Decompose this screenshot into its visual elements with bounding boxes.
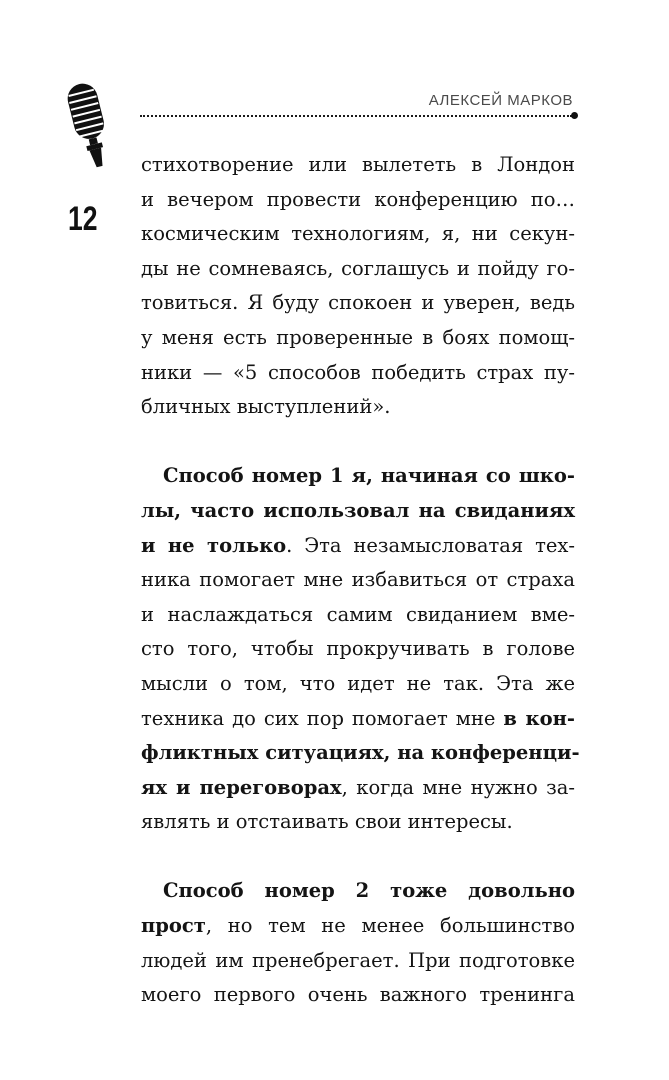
page-number: 12 — [68, 200, 98, 238]
text-line: и не только. Эта незамысловатая тех- — [141, 533, 575, 557]
text-line: лы, часто использовал на свиданиях — [141, 498, 575, 522]
text-line: людей им пренебрегает. При подготовке — [141, 948, 575, 972]
text-line: мысли о том, что идет не так. Эта же — [141, 671, 575, 695]
text-line: у меня есть проверенные в боях помощ- — [141, 325, 575, 349]
text-line: ях и переговорах, когда мне нужно за- — [141, 775, 575, 799]
header-rule-end-dot — [571, 112, 578, 119]
text-line: Способ номер 2 тоже довольно — [163, 879, 575, 903]
text-line: фликтных ситуациях, на конференци- — [141, 741, 580, 765]
text-line: и наслаждаться самим свиданием вме- — [141, 602, 575, 626]
text-line: техника до сих пор помогает мне в кон- — [141, 706, 575, 730]
text-line: космическим технологиям, я, ни секун- — [141, 222, 575, 246]
paragraph-gap — [141, 425, 575, 460]
header-dotted-rule — [140, 115, 572, 117]
text-line: и вечером провести конференцию по… — [141, 187, 575, 211]
text-line: являть и отстаивать свои интересы. — [141, 810, 513, 834]
text-line: ды не сомневаясь, соглашусь и пойду го- — [141, 256, 575, 280]
text-line: ника помогает мне избавиться от страха — [141, 568, 575, 592]
text-line: прост, но тем не менее большинство — [141, 914, 575, 938]
text-line: бличных выступлений». — [141, 395, 391, 419]
microphone-icon — [64, 80, 112, 170]
text-line: товиться. Я буду спокоен и уверен, ведь — [141, 291, 575, 315]
text-line: моего первого очень важного тренинга — [141, 983, 575, 1007]
text-line: стихотворение или вылететь в Лондон — [141, 153, 575, 176]
paragraph-gap — [141, 840, 575, 875]
text-line: Способ номер 1 я, начиная со шко- — [163, 464, 575, 488]
text-line: ники — «5 способов победить страх пу- — [141, 360, 575, 384]
running-header-author: АЛЕКСЕЙ МАРКОВ — [428, 92, 573, 109]
text-line: сто того, чтобы прокручивать в голове — [141, 637, 575, 661]
body-text — [141, 148, 580, 1013]
